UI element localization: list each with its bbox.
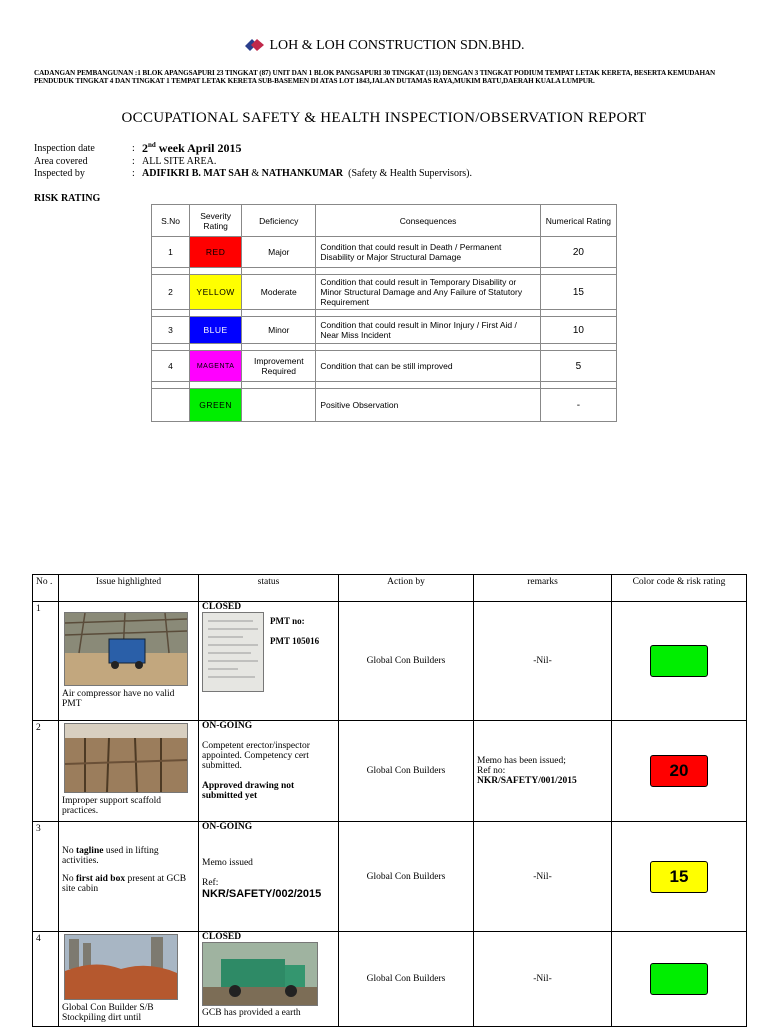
company-logo-icon: [243, 36, 267, 52]
risk-sno: 4: [152, 351, 190, 382]
risk-table-header: [152, 205, 617, 237]
status-ongoing: ON-GOING: [202, 721, 253, 731]
issue-text: No tagline used in lifting activities.: [62, 846, 159, 866]
air-compressor-photo: [64, 612, 188, 686]
project-description: CADANGAN PEMBANGUNAN :1 BLOK APANGSAPURI 23 TINGKAT (87) UNIT DAN 1 BLOK PANGSAPURI 30 TINGKAT (113) DENGAN 3 TINGKAT PODIUM TEMPAT LETAK KERETA, BESERTA KEMUDAHAN PENDUDUK TINGKAT 4 DAN TINGKAT 1 TEMPAT LETAK KERETA SUB-BASEMEN DI ATAS LOT 1843,JALAN DUTAMAS RAYA,MUKIM BATU,DAERAH KUALA LUMPUR.: [34, 69, 716, 85]
header-action: Action by: [339, 575, 474, 602]
pmt-value: PMT 105016: [270, 636, 320, 646]
action-by: Global Con Builders: [339, 932, 474, 1027]
issues-table-header: [33, 575, 747, 602]
header-color-code: Color code & risk rating: [612, 575, 747, 602]
company-name-text: LOH & LOH CONSTRUCTION SDN.BHD.: [269, 38, 525, 53]
risk-consequence: Condition that could result in Death / Permanent Disability or Major Structural Damage: [316, 237, 540, 268]
inspected-by-label: Inspected by: [34, 168, 85, 179]
header-status: status: [199, 575, 339, 602]
status-cell: [199, 822, 339, 932]
remarks-ref: NKR/SAFETY/001/2015: [477, 776, 577, 786]
pmt-label: PMT no:: [270, 616, 305, 626]
header-consequences: Consequences: [316, 205, 540, 237]
risk-sno: [152, 389, 190, 422]
risk-deficiency: Moderate: [242, 275, 316, 310]
risk-sno: 2: [152, 275, 190, 310]
color-code-cell: [612, 602, 747, 721]
inspection-date-label: Inspection date: [34, 143, 95, 154]
remarks-line: Memo has been issued;: [477, 756, 566, 766]
remarks: -Nil-: [474, 822, 612, 932]
status-closed: CLOSED: [202, 602, 242, 612]
table-row: [33, 721, 747, 822]
risk-rating-value: 10: [540, 317, 616, 344]
header-sno: S.No: [152, 205, 190, 237]
status-cell: [199, 932, 339, 1027]
row-number: 1: [33, 602, 59, 721]
ref-label: Ref:: [202, 878, 219, 888]
header-numerical: Numerical Rating: [540, 205, 616, 237]
risk-row-yellow: [152, 275, 617, 310]
issue-text: No first aid box present at GCB site cabin: [62, 874, 187, 894]
rating-badge-red: 20: [650, 755, 708, 787]
header-issue: Issue highlighted: [59, 575, 199, 602]
risk-consequence: Condition that can be still improved: [316, 351, 540, 382]
risk-rating-heading: RISK RATING: [34, 193, 101, 204]
header-severity: Severity Rating: [190, 205, 242, 237]
area-covered-label: Area covered: [34, 156, 88, 167]
remarks-line: Ref no:: [477, 766, 506, 776]
risk-row-green: [152, 389, 617, 422]
status-cell: [199, 721, 339, 822]
risk-consequence: Condition that could result in Minor Injury / First Aid / Near Miss Incident: [316, 317, 540, 344]
remarks: -Nil-: [474, 932, 612, 1027]
inspection-date-value: 2nd week April 2015: [142, 141, 242, 155]
remarks: [474, 721, 612, 822]
risk-rating-value: -: [540, 389, 616, 422]
area-covered-value: ALL SITE AREA.: [142, 156, 217, 167]
action-by: Global Con Builders: [339, 822, 474, 932]
status-detail: GCB has provided a earth: [202, 1008, 301, 1018]
ref-value: NKR/SAFETY/002/2015: [202, 888, 322, 900]
issue-cell: [59, 602, 199, 721]
status-ongoing: ON-GOING: [202, 822, 253, 832]
risk-deficiency: [242, 389, 316, 422]
risk-deficiency: Minor: [242, 317, 316, 344]
rating-badge-green: [650, 963, 708, 995]
remarks: -Nil-: [474, 602, 612, 721]
scaffold-support-photo: [64, 723, 188, 793]
issue-text: Air compressor have no valid PMT: [62, 689, 175, 709]
rating-badge-yellow: 15: [650, 861, 708, 893]
status-cell: [199, 602, 339, 721]
risk-sno: 1: [152, 237, 190, 268]
table-row: [33, 602, 747, 721]
row-number: 4: [33, 932, 59, 1027]
status-detail: Memo issued: [202, 858, 253, 868]
row-number: 2: [33, 721, 59, 822]
action-by: Global Con Builders: [339, 721, 474, 822]
header-remarks: remarks: [474, 575, 612, 602]
severity-swatch-green: GREEN: [190, 389, 242, 422]
status-detail-bold: Approved drawing not submitted yet: [202, 781, 295, 801]
risk-rating-table: [151, 204, 617, 422]
risk-rating-value: 5: [540, 351, 616, 382]
action-by: Global Con Builders: [339, 602, 474, 721]
risk-rating-value: 20: [540, 237, 616, 268]
risk-row-red: [152, 237, 617, 268]
issue-text: Global Con Builder S/B Stockpiling dirt until: [62, 1003, 154, 1023]
risk-deficiency: Major: [242, 237, 316, 268]
table-row: [33, 932, 747, 1027]
rating-badge-green: [650, 645, 708, 677]
severity-swatch-magenta: MAGENTA: [190, 351, 242, 382]
risk-row-blue: [152, 317, 617, 344]
status-detail: Competent erector/inspector appointed. Competency cert submitted.: [202, 741, 310, 771]
inspected-by-value: ADIFIKRI B. MAT SAH & NATHANKUMAR (Safety & Health Supervisors).: [142, 168, 473, 179]
status-closed: CLOSED: [202, 932, 242, 942]
color-code-cell: [612, 822, 747, 932]
severity-swatch-red: RED: [190, 237, 242, 268]
pmt-certificate-photo: [202, 612, 264, 692]
header-deficiency: Deficiency: [242, 205, 316, 237]
dirt-stockpile-photo: [64, 934, 178, 1000]
color-code-cell: [612, 721, 747, 822]
risk-row-magenta: [152, 351, 617, 382]
risk-deficiency: Improvement Required: [242, 351, 316, 382]
risk-rating-value: 15: [540, 275, 616, 310]
company-name: [0, 36, 768, 54]
color-code-cell: [612, 932, 747, 1027]
table-row: [33, 822, 747, 932]
risk-consequence: Positive Observation: [316, 389, 540, 422]
severity-swatch-blue: BLUE: [190, 317, 242, 344]
issue-cell: [59, 721, 199, 822]
issue-text: Improper support scaffold practices.: [62, 796, 162, 816]
risk-consequence: Condition that could result in Temporary Disability or Minor Structural Damage and Any Failure of Statutory Requirement: [316, 275, 540, 310]
issues-table: [32, 574, 747, 1027]
risk-sno: 3: [152, 317, 190, 344]
header-no: No .: [33, 575, 59, 602]
row-number: 3: [33, 822, 59, 932]
issue-cell: [59, 822, 199, 932]
report-title: OCCUPATIONAL SAFETY & HEALTH INSPECTION/OBSERVATION REPORT: [121, 110, 647, 126]
earth-truck-photo: [202, 942, 318, 1006]
severity-swatch-yellow: YELLOW: [190, 275, 242, 310]
issue-cell: [59, 932, 199, 1027]
